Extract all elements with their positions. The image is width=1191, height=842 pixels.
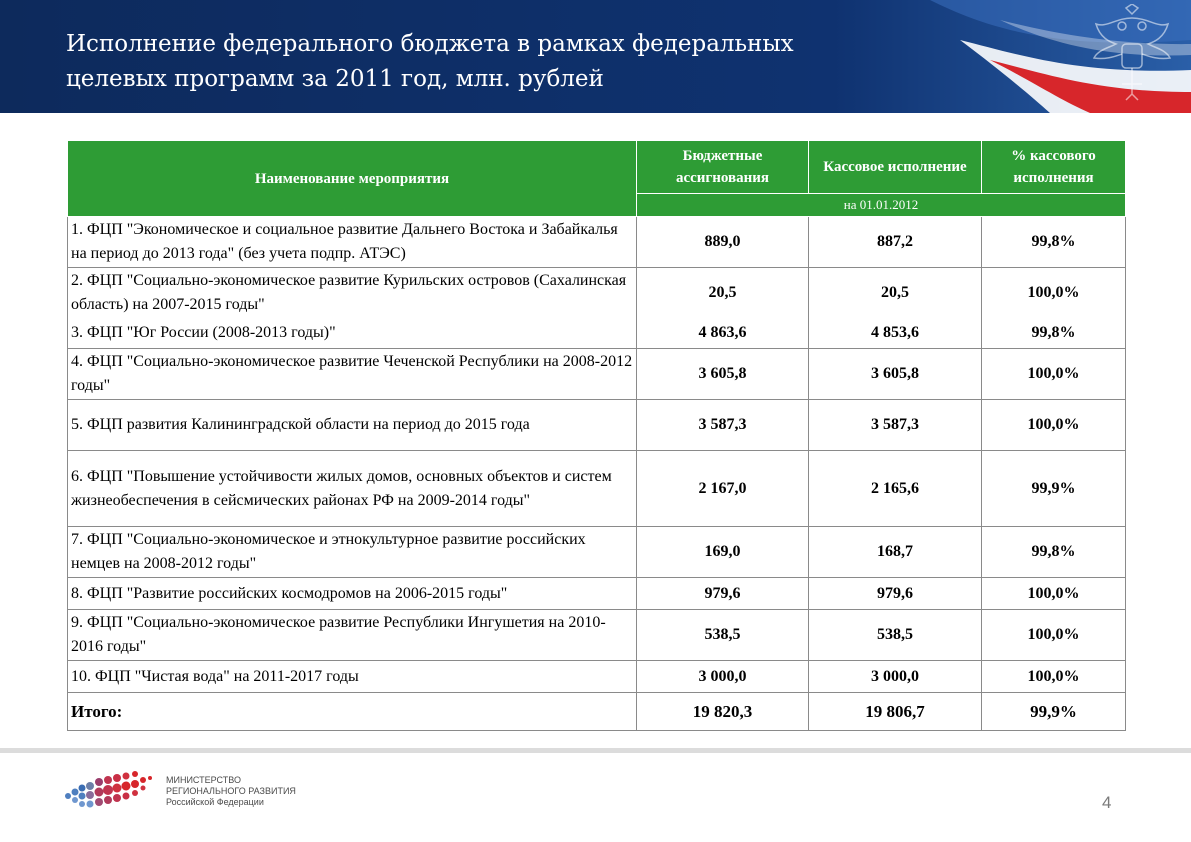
ministry-line-2: РЕГИОНАЛЬНОГО РАЗВИТИЯ — [166, 786, 296, 796]
row-percent: 100,0% — [982, 661, 1126, 693]
row-budget: 538,5 — [637, 610, 809, 661]
row-percent: 99,8% — [982, 217, 1126, 268]
row-cash: 3 587,3 — [809, 400, 982, 451]
table-row — [68, 217, 1126, 268]
row-name: 1. ФЦП "Экономическое и социальное развитие Дальнего Востока и Забайкалья на период до 2013 года" (без учета подпр. АТЭС) — [68, 217, 637, 268]
row-percent: 100,0% — [982, 578, 1126, 610]
row-name: 6. ФЦП "Повышение устойчивости жилых домов, основных объектов и систем жизнеобеспечения в сейсмических районах РФ на 2009-2014 годы" — [68, 451, 637, 527]
row-name: 4. ФЦП "Социально-экономическое развитие Чеченской Республики на 2008-2012 годы" — [68, 349, 637, 400]
table-row — [68, 400, 1126, 451]
row-name: 5. ФЦП развития Калининградской области на период до 2015 года — [68, 400, 637, 451]
table-row — [68, 578, 1126, 610]
row-name: 7. ФЦП "Социально-экономическое и этнокультурное развитие российских немцев на 2008-2012 годы" — [68, 527, 637, 578]
footer-divider — [0, 748, 1191, 753]
row-cash: 887,2 — [809, 217, 982, 268]
total-budget: 19 820,3 — [637, 693, 809, 731]
row-percent: 100,0% — [982, 400, 1126, 451]
table-row — [68, 527, 1126, 578]
row-budget: 979,6 — [637, 578, 809, 610]
row-cash: 20,5 — [809, 268, 982, 319]
row-budget: 169,0 — [637, 527, 809, 578]
row-cash: 538,5 — [809, 610, 982, 661]
row-budget: 3 000,0 — [637, 661, 809, 693]
row-name: 8. ФЦП "Развитие российских космодромов на 2006-2015 годы" — [68, 578, 637, 610]
row-budget: 3 605,8 — [637, 349, 809, 400]
row-cash: 3 000,0 — [809, 661, 982, 693]
table-row — [68, 349, 1126, 400]
row-percent: 100,0% — [982, 610, 1126, 661]
column-header-budget: Бюджетные ассигнования — [637, 141, 809, 194]
row-percent: 100,0% — [982, 349, 1126, 400]
row-name: 2. ФЦП "Социально-экономическое развитие Курильских островов (Сахалинская область) на 2007-2015 годы" — [68, 268, 637, 319]
table-row — [68, 661, 1126, 693]
column-header-percent: % кассового исполнения — [982, 141, 1126, 194]
ministry-logo-icon — [62, 766, 162, 816]
date-subheader: на 01.01.2012 — [637, 194, 1126, 217]
budget-execution-table — [67, 140, 1126, 731]
row-percent: 99,9% — [982, 451, 1126, 527]
row-budget: 4 863,6 — [637, 319, 809, 349]
total-cash: 19 806,7 — [809, 693, 982, 731]
slide-header — [0, 0, 1191, 113]
title-line-2: целевых программ за 2011 год, млн. рублей — [66, 66, 604, 92]
total-percent: 99,9% — [982, 693, 1126, 731]
total-label: Итого: — [68, 693, 637, 731]
row-percent: 99,8% — [982, 319, 1126, 349]
row-budget: 2 167,0 — [637, 451, 809, 527]
table-row — [68, 451, 1126, 527]
table-row — [68, 319, 1126, 349]
table-row — [68, 268, 1126, 319]
ministry-name — [166, 775, 296, 808]
row-budget: 3 587,3 — [637, 400, 809, 451]
table-header-row — [68, 141, 1126, 194]
title-line-1: Исполнение федерального бюджета в рамках федеральных — [66, 31, 794, 57]
slide-title — [66, 27, 926, 97]
row-cash: 4 853,6 — [809, 319, 982, 349]
ministry-line-3: Российской Федерации — [166, 797, 264, 807]
row-cash: 3 605,8 — [809, 349, 982, 400]
column-header-cash: Кассовое исполнение — [809, 141, 982, 194]
row-name: 9. ФЦП "Социально-экономическое развитие Республики Ингушетия на 2010-2016 годы" — [68, 610, 637, 661]
row-cash: 2 165,6 — [809, 451, 982, 527]
page-number: 4 — [1102, 793, 1112, 812]
ministry-line-1: МИНИСТЕРСТВО — [166, 775, 241, 785]
column-header-name: Наименование мероприятия — [68, 141, 637, 217]
row-percent: 99,8% — [982, 527, 1126, 578]
row-budget: 20,5 — [637, 268, 809, 319]
row-cash: 979,6 — [809, 578, 982, 610]
row-percent: 100,0% — [982, 268, 1126, 319]
row-budget: 889,0 — [637, 217, 809, 268]
table-row — [68, 610, 1126, 661]
row-cash: 168,7 — [809, 527, 982, 578]
table-total-row — [68, 693, 1126, 731]
coat-of-arms-icon — [1086, 4, 1178, 108]
row-name: 10. ФЦП "Чистая вода" на 2011-2017 годы — [68, 661, 637, 693]
row-name: 3. ФЦП "Юг России (2008-2013 годы)" — [68, 319, 637, 349]
